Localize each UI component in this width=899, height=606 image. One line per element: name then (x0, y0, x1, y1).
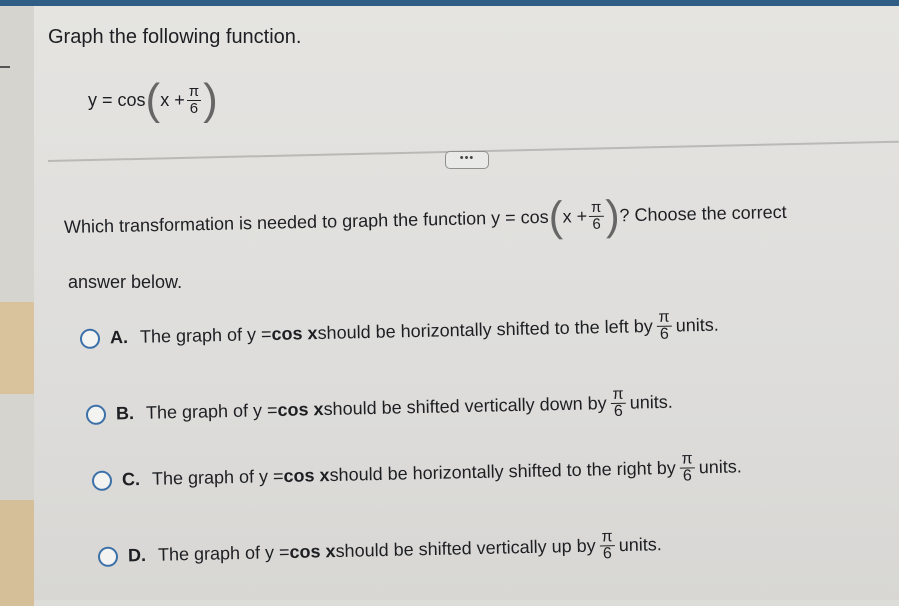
fraction-numerator: π (589, 199, 604, 216)
fraction-denominator: 6 (189, 99, 199, 117)
question-line2: answer below. (68, 272, 183, 292)
fraction-numerator: π (610, 387, 625, 404)
fraction (589, 199, 604, 232)
option-pre: The graph of y = (151, 465, 284, 489)
fraction (679, 451, 695, 484)
fraction-numerator: π (188, 82, 200, 100)
option-fn: cos x (289, 541, 336, 562)
left-tan-block (0, 302, 34, 394)
fraction (187, 84, 201, 117)
open-paren: ( (548, 192, 564, 240)
fraction-numerator: π (599, 529, 614, 546)
question-x: x + (562, 205, 588, 227)
fraction-denominator: 6 (659, 325, 670, 343)
fraction (656, 310, 672, 343)
option-fn: cos x (277, 399, 324, 420)
fraction-numerator: π (679, 451, 694, 468)
fraction-denominator: 6 (613, 402, 623, 420)
question-before: Which transformation is needed to graph the function y = cos (63, 206, 549, 237)
page-title: Graph the following function. (48, 26, 302, 48)
fraction-denominator: 6 (592, 215, 601, 233)
option-letter: D. (127, 544, 147, 566)
option-fn: cos x (271, 323, 318, 344)
option-post: units. (675, 314, 719, 336)
radio-button[interactable] (98, 546, 118, 566)
left-tan-block (0, 500, 34, 606)
left-tick (0, 66, 10, 68)
option-post: units. (629, 391, 673, 413)
open-paren: ( (145, 75, 161, 124)
option-pre: The graph of y = (145, 399, 278, 423)
option-pre: The graph of y = (157, 541, 290, 565)
option-post: units. (698, 456, 742, 478)
option-letter: B. (115, 402, 135, 424)
fraction (610, 387, 626, 420)
close-paren: ) (203, 75, 218, 124)
fraction (599, 529, 615, 562)
left-strip (0, 6, 34, 600)
more-button[interactable]: ••• (445, 151, 489, 169)
close-paren: ) (605, 191, 621, 239)
option-mid: should be shifted vertically up by (335, 535, 596, 562)
function-expression (88, 75, 218, 124)
option-mid: should be shifted vertically down by (323, 393, 607, 420)
radio-button[interactable] (86, 404, 106, 424)
option-post: units. (618, 534, 662, 556)
option-mid: should be horizontally shifted to the right by (329, 457, 676, 486)
function-lhs: y = cos (88, 89, 146, 110)
option-letter: C. (121, 468, 141, 490)
fraction-denominator: 6 (682, 467, 693, 485)
radio-button[interactable] (80, 328, 100, 348)
option-mid: should be horizontally shifted to the left by (317, 316, 653, 344)
fraction-numerator: π (656, 310, 671, 327)
option-fn: cos x (283, 465, 330, 486)
option-letter: A. (109, 326, 129, 348)
function-x: x + (160, 89, 185, 110)
fraction-denominator: 6 (602, 545, 612, 563)
question-after: ? Choose the correct (619, 201, 787, 225)
radio-button[interactable] (92, 470, 112, 490)
option-pre: The graph of y = (139, 323, 272, 347)
